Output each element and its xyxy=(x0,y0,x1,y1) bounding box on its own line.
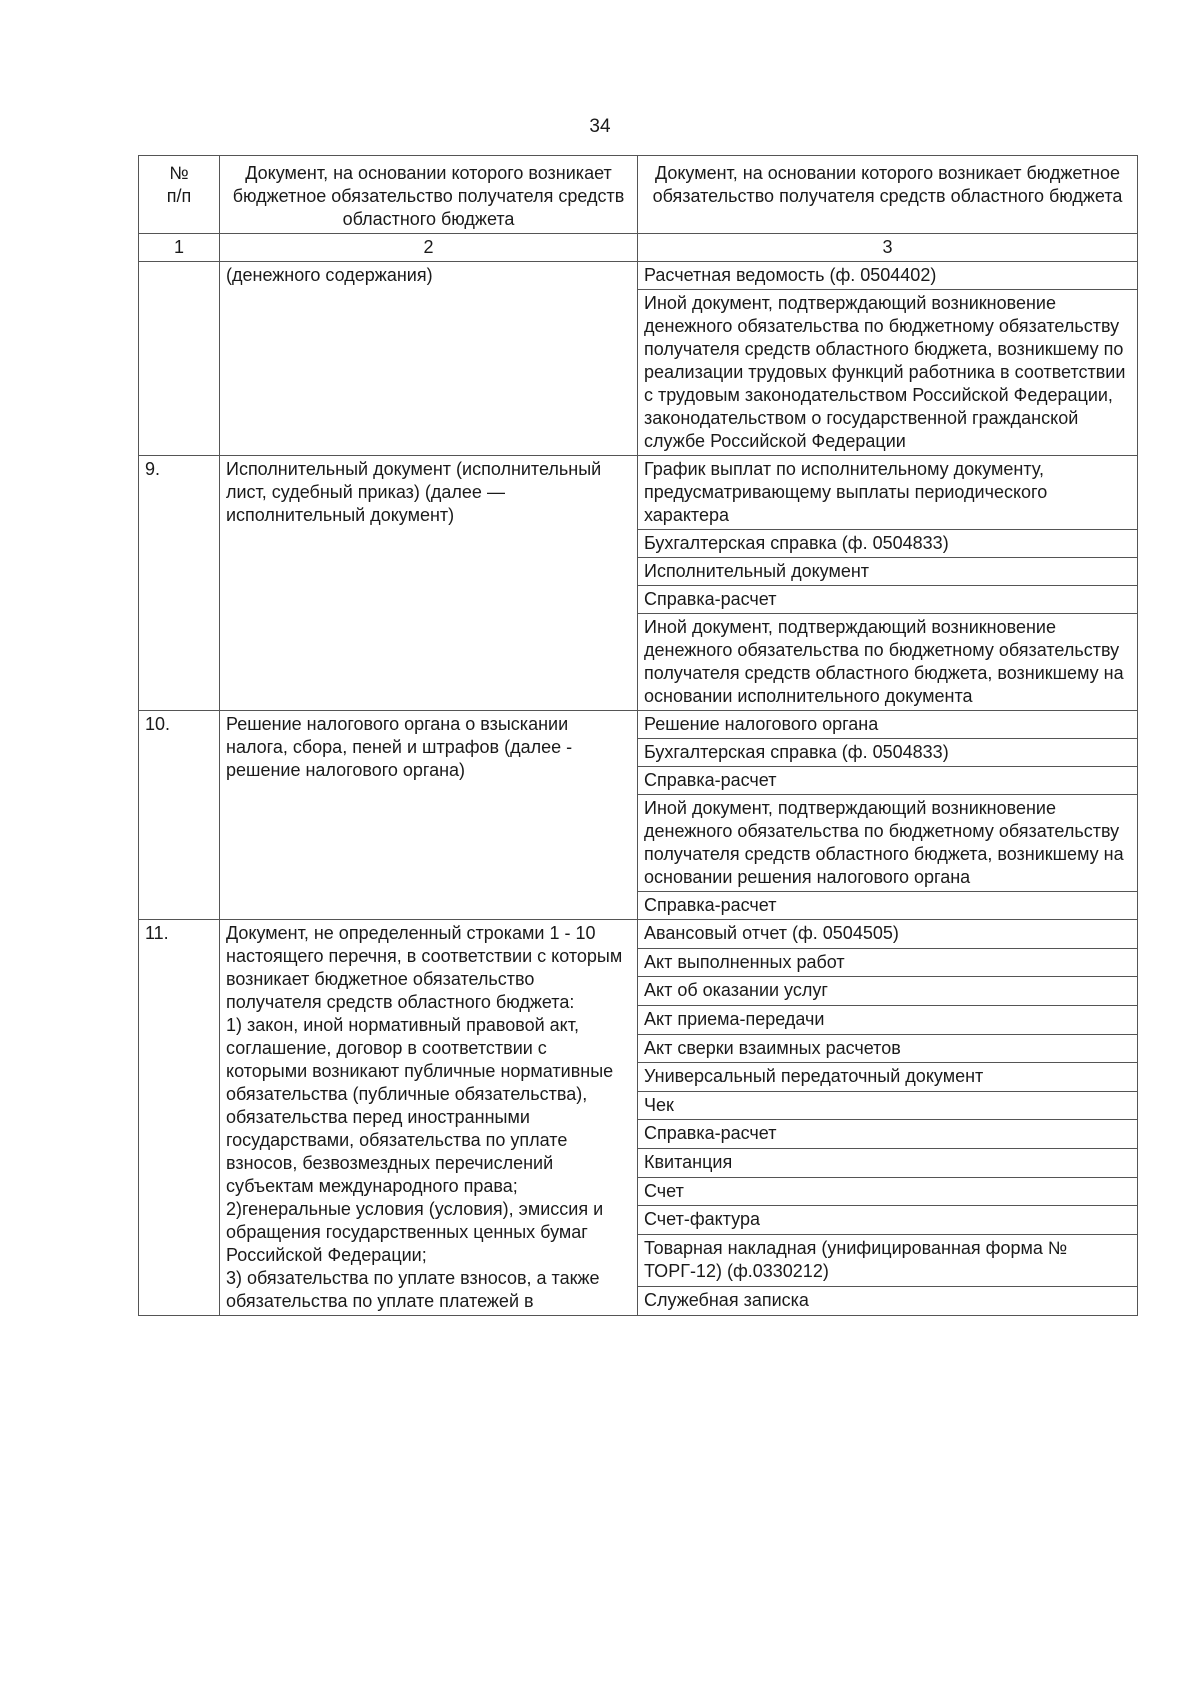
row-number-cell xyxy=(139,262,220,456)
confirming-document-cell: Справка-расчет xyxy=(638,892,1138,920)
confirming-document-cell: Бухгалтерская справка (ф. 0504833) xyxy=(638,530,1138,558)
confirming-document-cell: Расчетная ведомость (ф. 0504402) xyxy=(638,262,1138,290)
basis-document-cell: Решение налогового органа о взыскании налога, сбора, пеней и штрафов (далее - решение налогового органа) xyxy=(220,711,638,920)
index-cell: 3 xyxy=(638,234,1138,262)
confirming-document-cell: Чек xyxy=(638,1091,1138,1120)
table-row xyxy=(139,711,1138,739)
confirming-document-cell: Универсальный передаточный документ xyxy=(638,1063,1138,1092)
confirming-document-cell: Решение налогового органа xyxy=(638,711,1138,739)
header-confirming-document: Документ, на основании которого возникает бюджетное обязательство получателя средств областного бюджета xyxy=(638,156,1138,234)
page-number: 34 xyxy=(589,116,611,137)
confirming-document-cell: Иной документ, подтверждающий возникновение денежного обязательства по бюджетному обязательству получателя средств областного бюджета, возникшему по реализации трудовых функций работника в соответствии с трудовым законодательством Российской Федерации, законодательством о государственной гражданской службе Российской Федерации xyxy=(638,290,1138,456)
table-row xyxy=(139,920,1138,949)
basis-document-cell: Документ, не определенный строками 1 - 10 настоящего перечня, в соответствии с которым возникает бюджетное обязательство получателя средств областного бюджета: 1) закон, иной нормативный правовой акт, соглашение, договор в соответствии с которыми возникают публичные нормативные обязательства (публичные обязательства), обязательства перед иностранными государствами, обязательства по уплате взносов, безвозмездных перечислений субъектам международного права; 2)генеральные условия (условия), эмиссия и обращения государственных ценных бумаг Российской Федерации; 3) обязательства по уплате взносов, а также обязательства по уплате платежей в xyxy=(220,920,638,1316)
header-basis-document: Документ, на основании которого возникает бюджетное обязательство получателя средств областного бюджета xyxy=(220,156,638,234)
header-number: № п/п xyxy=(139,156,220,234)
confirming-document-cell: Акт об оказании услуг xyxy=(638,977,1138,1006)
row-number-cell: 10. xyxy=(139,711,220,920)
confirming-document-cell: Счет xyxy=(638,1177,1138,1206)
confirming-document-cell: Акт приема-передачи xyxy=(638,1005,1138,1034)
document-table xyxy=(138,155,1138,1316)
confirming-document-cell: Служебная записка xyxy=(638,1287,1138,1316)
row-number-cell: 11. xyxy=(139,920,220,1316)
confirming-document-cell: Счет-фактура xyxy=(638,1206,1138,1235)
confirming-document-cell: Иной документ, подтверждающий возникновение денежного обязательства по бюджетному обязательству получателя средств областного бюджета, возникшему на основании решения налогового органа xyxy=(638,795,1138,892)
table-row xyxy=(139,262,1138,290)
confirming-document-cell: Авансовый отчет (ф. 0504505) xyxy=(638,920,1138,949)
table-row xyxy=(139,456,1138,530)
index-cell: 1 xyxy=(139,234,220,262)
table-index-row xyxy=(139,234,1138,262)
basis-document-cell: (денежного содержания) xyxy=(220,262,638,456)
confirming-document-cell: Бухгалтерская справка (ф. 0504833) xyxy=(638,739,1138,767)
confirming-document-cell: Товарная накладная (унифицированная форма № ТОРГ-12) (ф.0330212) xyxy=(638,1235,1138,1287)
confirming-document-cell: Справка-расчет xyxy=(638,586,1138,614)
table-header-row xyxy=(139,156,1138,234)
confirming-document-cell: Исполнительный документ xyxy=(638,558,1138,586)
confirming-document-cell: Акт выполненных работ xyxy=(638,948,1138,977)
confirming-document-cell: Иной документ, подтверждающий возникновение денежного обязательства по бюджетному обязательству получателя средств областного бюджета, возникшему на основании исполнительного документа xyxy=(638,614,1138,711)
confirming-document-cell: График выплат по исполнительному документу, предусматривающему выплаты периодического характера xyxy=(638,456,1138,530)
confirming-document-cell: Квитанция xyxy=(638,1149,1138,1178)
index-cell: 2 xyxy=(220,234,638,262)
confirming-document-cell: Справка-расчет xyxy=(638,1120,1138,1149)
confirming-document-cell: Справка-расчет xyxy=(638,767,1138,795)
confirming-document-cell: Акт сверки взаимных расчетов xyxy=(638,1034,1138,1063)
row-number-cell: 9. xyxy=(139,456,220,711)
basis-document-cell: Исполнительный документ (исполнительный лист, судебный приказ) (далее — исполнительный документ) xyxy=(220,456,638,711)
